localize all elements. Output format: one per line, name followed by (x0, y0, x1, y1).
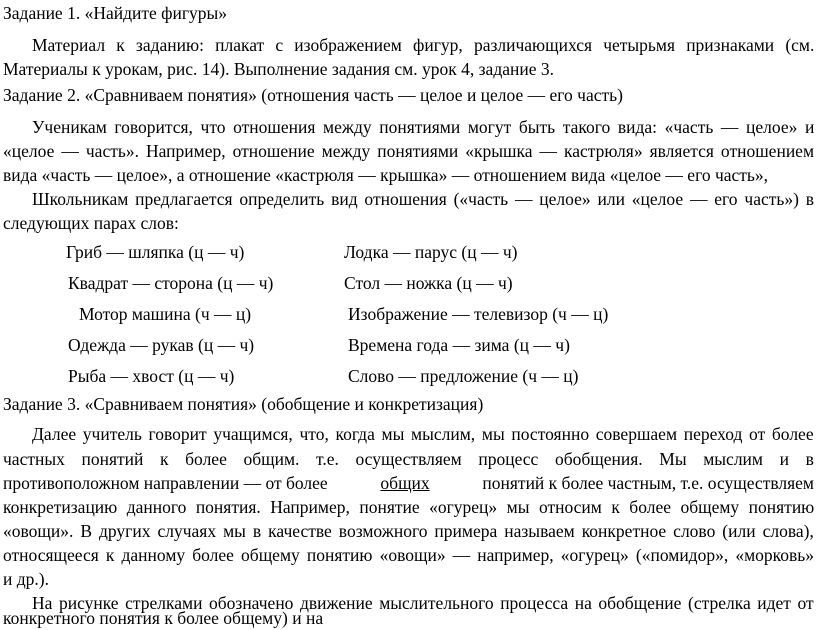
pair-left: Квадрат — сторона (ц — ч) (68, 273, 274, 293)
text-span: понятий к более частным, т.е. осуществляем (482, 473, 814, 493)
pair-right: Стол — ножка (ц — ч) (344, 273, 513, 293)
text-span: противоположном направлении — от более (3, 473, 328, 493)
task1-paragraph-line: Материал к заданию: плакат с изображением фигур, различающихся четырьмя признаками (см. (32, 35, 815, 55)
pair-right: Лодка — парус (ц — ч) (344, 242, 518, 262)
task2-paragraph-line: следующих парах слов: (3, 213, 179, 233)
pair-left: Рыба — хвост (ц — ч) (68, 366, 235, 386)
task2-paragraph-line: Школьникам предлагается определить вид отношения («часть — целое» или «целое — его часть») в (32, 189, 815, 209)
task3-paragraph-line: и др.). (3, 569, 49, 589)
task3-paragraph-line: Далее учитель говорит учащимся, что, когда мы мыслим, мы постоянно совершаем переход от более (32, 424, 814, 444)
task3-heading: Задание 3. «Сравниваем понятия» (обобщение и конкретизация) (3, 394, 484, 414)
task2-paragraph-line: Ученикам говорится, что отношения между понятиями могут быть такого вида: «часть — целое» и (32, 117, 815, 137)
pair-left: Гриб — шляпка (ц — ч) (66, 242, 245, 262)
task3-paragraph-line: относящееся к данному более общему понятию «овощи» — например, «огурец» («помидор», «морковь» (3, 545, 814, 565)
pair-right: Слово — предложение (ч — ц) (348, 366, 579, 386)
pair-left: Одежда — рукав (ц — ч) (68, 335, 255, 355)
task3-paragraph-line: конкретизацию данного понятия. Например, понятие «огурец» мы относим к более общему понятию (3, 497, 815, 517)
task2-paragraph-line: «целое — часть». Например, отношение между понятиями «крышка — кастрюля» является отношением (3, 141, 815, 161)
task1-paragraph-line: Материалы к урокам, рис. 14). Выполнение задания см. урок 4, задание 3. (3, 59, 554, 79)
task2-paragraph-line: вида «часть — целое», а отношение «кастрюля — крышка» — отношением вида «целое — его часть», (3, 165, 769, 185)
underlined-word: общих (380, 473, 430, 493)
task3-paragraph-line: «овощи». В других случаях мы в качестве возможного примера называем конкретное слово (или слова), (3, 521, 814, 541)
pair-right: Изображение — телевизор (ч — ц) (348, 304, 609, 324)
task3-paragraph-line: конкретного понятия к более общему) и на (3, 608, 324, 628)
pair-right: Времена года — зима (ц — ч) (348, 335, 570, 355)
task3-paragraph-line (3, 472, 814, 494)
task1-heading: Задание 1. «Найдите фигуры» (3, 3, 228, 23)
task3-paragraph-line: На рисунке стрелками обозначено движение мыслительного процесса на обобщение (стрелка идет от (32, 593, 814, 613)
pair-left: Мотор машина (ч — ц) (79, 304, 252, 324)
task3-paragraph-line: частных понятий к более общим. т.е. осуществляем процесс обобщения. Мы мыслим и в (3, 449, 814, 469)
task2-heading: Задание 2. «Сравниваем понятия» (отношения часть — целое и целое — его часть) (3, 85, 623, 105)
